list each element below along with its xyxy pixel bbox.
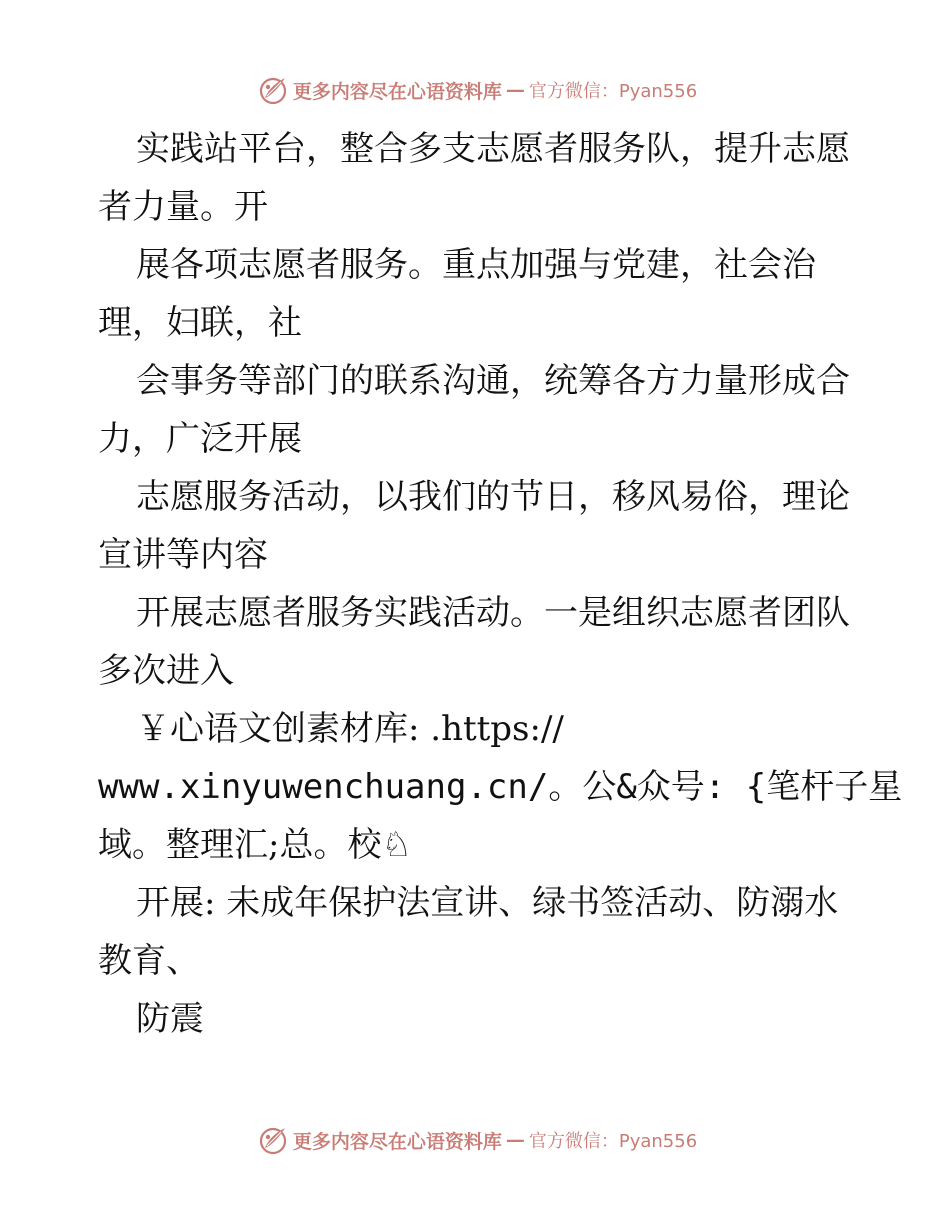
text-line-15: 教育、 xyxy=(98,941,200,981)
text-line-8: 宣讲等内容 xyxy=(98,535,268,575)
footer-banner-content xyxy=(257,1124,697,1156)
text-line-9: 开展志愿者服务实践活动。一是组织志愿者团队 xyxy=(136,593,850,633)
text-line-14: 开展: 未成年保护法宣讲、绿书签活动、防溺水 xyxy=(136,883,839,923)
text-line-5: 会事务等部门的联系沟通，统筹各方力量形成合 xyxy=(136,361,850,401)
header-banner xyxy=(0,70,950,110)
text-line-11: ￥心语文创素材库: .https:// xyxy=(136,709,564,749)
footer-banner xyxy=(0,1120,950,1160)
text-line-2: 者力量。开 xyxy=(98,187,268,227)
header-banner-content xyxy=(257,74,697,106)
footer-dash: — xyxy=(505,1129,525,1151)
footer-wechat-text: 官方微信：Pyan556 xyxy=(528,1131,698,1152)
document-body xyxy=(98,120,903,1048)
text-line-3: 展各项志愿者服务。重点加强与党建，社会治 xyxy=(136,245,816,285)
header-dash: — xyxy=(505,79,525,101)
text-line-10: 多次进入 xyxy=(98,651,234,691)
header-site-text: 更多内容尽在心语资料库 xyxy=(292,80,502,103)
text-line-13: 域。整理汇;总。校♘ xyxy=(98,825,412,865)
text-line-7: 志愿服务活动，以我们的节日，移风易俗，理论 xyxy=(136,477,850,517)
text-line-4: 理，妇联，社 xyxy=(98,303,302,343)
text-line-1: 实践站平台，整合多支志愿者服务队，提升志愿 xyxy=(136,129,850,169)
text-line-6: 力，广泛开展 xyxy=(98,419,302,459)
footer-site-text: 更多内容尽在心语资料库 xyxy=(292,1130,502,1153)
header-wechat-text: 官方微信：Pyan556 xyxy=(528,81,698,102)
text-line-16: 防震 xyxy=(136,999,204,1039)
text-line-12: www.xinyuwenchuang.cn/。公&众号: {笔杆子星 xyxy=(98,767,903,807)
feather-logo-icon xyxy=(257,1124,289,1156)
feather-logo-icon xyxy=(257,74,289,106)
